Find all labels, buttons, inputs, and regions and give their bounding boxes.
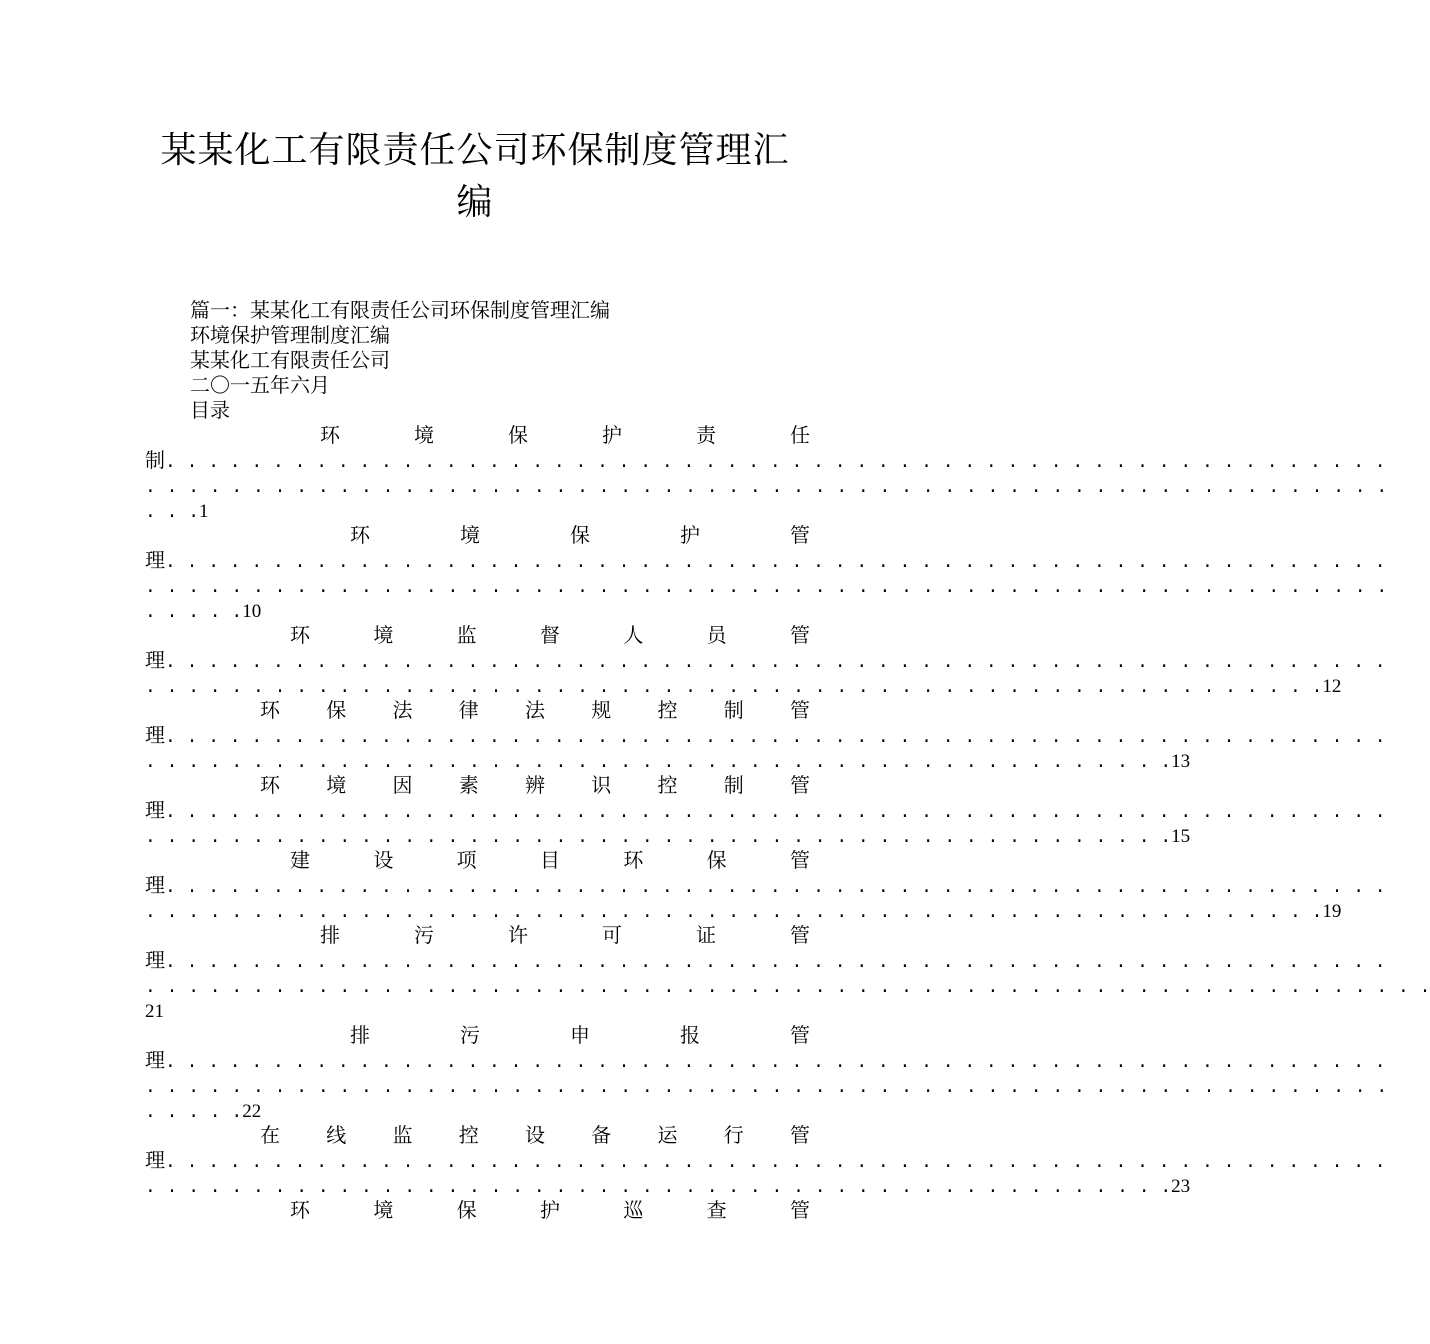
toc-leader-dots: . . . . . . . . . . . . . . . . . . . . . . . . . . . . . . . . . . . . . . . . . . . . . . . . [145, 1178, 1172, 1198]
toc-title-char: 环 [320, 423, 340, 447]
toc-leader-dots: . . . . . . . . . . . . . . . . . . . . . . . . . . . . . . . . . . . . . . . . . . . . . . . . . . . . . . . [145, 903, 1323, 923]
toc-title-char: 督 [539, 623, 560, 647]
toc-leader-dots: . . . . . . . . . . . . . . . . . . . . . . . . . . . . . . . . . . . . . . . . . . . . . . . . . . . . . . . . . . [145, 1078, 1388, 1098]
toc-title-char: 因 [392, 773, 413, 797]
toc-leader-line [145, 473, 1388, 498]
toc-title-char: 监 [456, 623, 477, 647]
toc-leader-dots: . . . . . . . . . . . . . . . . . . . . . . . . . . . . . . . . . . . . . . . . . . . . . . . . [145, 753, 1172, 773]
toc-title-char: 境 [326, 773, 347, 797]
toc-title-char: 境 [460, 523, 480, 547]
document-title [140, 125, 810, 229]
toc-leader-dots: . . . . . . . . . . . . . . . . . . . . . . . . . . . . . . . . . . . . . . . . . . . . . . . . . . . . . . . . . [165, 953, 1386, 973]
toc-title-char: 理 [145, 948, 165, 972]
toc-leader-dots: . . . . . [145, 1103, 243, 1123]
toc-page-number: 1 [199, 501, 209, 522]
toc-entry[interactable] [145, 923, 1430, 1023]
toc-title-char: 辨 [525, 773, 545, 797]
toc-title-char: 管 [790, 1023, 810, 1047]
date-text: 二〇一五年六月 [190, 373, 330, 397]
toc-title-char: 识 [591, 773, 612, 797]
toc-leader-dots: . . . . . . . . . . . . . . . . . . . . . . . . . . . . . . . . . . . . . . . . . . . . . . . . . . . . . . . . . [165, 1053, 1386, 1073]
company-name: 某某化工有限责任公司 [190, 348, 390, 372]
toc-title-char: 法 [525, 698, 545, 722]
toc-title-char: 在 [260, 1123, 280, 1147]
toc-leader-line [145, 1173, 1191, 1198]
toc-title-char: 规 [591, 698, 612, 722]
toc-leader-line [145, 673, 1342, 698]
toc-title-char: 理 [145, 1148, 165, 1172]
toc-leader-dots: . . . . . . . . . . . . . . . . . . . . . . . . . . . . . . . . . . . . . . . . . . . . . . . . . . . . . . . . . . [145, 478, 1388, 498]
toc-entry-title [145, 423, 810, 448]
toc-leader-dots: . . . . . . . . . . . . . . . . . . . . . . . . . . . . . . . . . . . . . . . . . . . . . . . . . . . . . . . . . [165, 803, 1386, 823]
title-line-2: 编 [456, 182, 494, 223]
toc-title-char: 证 [696, 923, 716, 947]
toc-leader-dots: . . . . . . . . . . . . . . . . . . . . . . . . . . . . . . . . . . . . . . . . . . . . . . . . [145, 828, 1172, 848]
toc-entry-title [145, 923, 810, 948]
toc-leader-dots: . . . . . . . . . . . . . . . . . . . . . . . . . . . . . . . . . . . . . . . . . . . . . . . . . . . . . . . . . [165, 453, 1386, 473]
toc-leader-dots: . . . . . [145, 603, 243, 623]
toc-title-char: 环 [260, 698, 280, 722]
toc-title-char: 责 [696, 423, 716, 447]
toc-title-char: 制 [723, 773, 744, 797]
toc-title-char: 管 [790, 923, 810, 947]
toc-title-char: 排 [320, 923, 340, 947]
toc-title-char: 理 [145, 873, 165, 897]
toc-leader-line [145, 1098, 810, 1123]
toc-page-number: 22 [242, 1101, 262, 1122]
toc-leader-line [145, 1048, 1386, 1073]
toc-leader-line [145, 823, 1191, 848]
toc-title-char: 管 [789, 1198, 810, 1222]
toc-title-char: 管 [789, 623, 810, 647]
toc-title-char: 控 [657, 698, 678, 722]
toc-title-char: 理 [145, 1048, 165, 1072]
toc-title-char: 设 [525, 1123, 545, 1147]
toc-leader-dots: . . . . . . . . . . . . . . . . . . . . . . . . . . . . . . . . . . . . . . . . . . . . . . . . . . . . . . . . . [165, 1153, 1386, 1173]
toc-leader-dots: . . . . . . . . . . . . . . . . . . . . . . . . . . . . . . . . . . . . . . . . . . . . . . . . . . . . . . . . . [165, 878, 1386, 898]
toc-leader-dots: . . . . . . . . . . . . . . . . . . . . . . . . . . . . . . . . . . . . . . . . . . . . . . . . . . . . . . . . . . [145, 578, 1388, 598]
toc-title-char: 排 [350, 1023, 370, 1047]
toc-title-char: 保 [508, 423, 528, 447]
toc-page-number: 13 [1171, 751, 1191, 772]
toc-title-char: 素 [458, 773, 479, 797]
toc-leader-line [145, 798, 1386, 823]
toc-title-char: 线 [326, 1123, 347, 1147]
toc-title-char: 巡 [623, 1198, 644, 1222]
toc-title-char: 护 [680, 523, 700, 547]
toc-title-char: 许 [508, 923, 528, 947]
toc-title-char: 项 [456, 848, 477, 872]
chapter-heading: 篇一：某某化工有限责任公司环保制度管理汇编 [190, 298, 610, 322]
toc-leader-line [145, 748, 1191, 773]
toc-title-char: 护 [602, 423, 622, 447]
toc-title-char: 境 [373, 1198, 394, 1222]
toc-leader-dots: . . . [145, 503, 200, 523]
toc-title-char: 保 [326, 698, 347, 722]
toc-entry[interactable] [145, 623, 1386, 698]
toc-title-char: 管 [790, 698, 810, 722]
toc-title-char: 目 [539, 848, 560, 872]
toc-entry[interactable] [145, 423, 1388, 523]
toc-title-char: 管 [789, 848, 810, 872]
toc-title-char: 环 [350, 523, 370, 547]
toc-title-char: 护 [539, 1198, 560, 1222]
toc-leader-line [145, 448, 1386, 473]
toc-leader-line [145, 973, 1430, 998]
toc-title-char: 环 [290, 1198, 310, 1222]
toc-title-char: 申 [570, 1023, 590, 1047]
toc-leader-dots: . . . . . . . . . . . . . . . . . . . . . . . . . . . . . . . . . . . . . . . . . . . . . . . . . . . . . . . . . [165, 653, 1386, 673]
toc-page-number: 21 [145, 1001, 164, 1022]
toc-entry[interactable] [145, 523, 1388, 623]
toc-title-char: 法 [392, 698, 413, 722]
toc-leader-line [145, 898, 1342, 923]
toc-title-char: 建 [290, 848, 310, 872]
toc-entry-title [145, 623, 810, 648]
toc-leader-line [145, 998, 810, 1023]
toc-leader-dots: . . . . . . . . . . . . . . . . . . . . . . . . . . . . . . . . . . . . . . . . . . . . . . . . . . . . . . . . . [165, 553, 1386, 573]
toc-page-number: 23 [1171, 1176, 1191, 1197]
toc-leader-line [145, 1148, 1386, 1173]
toc-title-char: 可 [602, 923, 622, 947]
toc-title-char: 环 [290, 623, 310, 647]
toc-title-char: 理 [145, 648, 165, 672]
toc-leader-line [145, 573, 1388, 598]
toc-heading: 目录 [190, 398, 230, 422]
toc-entry-title [145, 1123, 810, 1148]
toc-title-char: 报 [680, 1023, 700, 1047]
toc-title-char: 设 [373, 848, 394, 872]
toc-entry-title [145, 1023, 810, 1048]
toc-title-char: 任 [790, 423, 810, 447]
toc-entry-title [145, 773, 810, 798]
toc-entry-title [145, 848, 810, 873]
table-of-contents [145, 423, 1430, 1223]
toc-entry[interactable] [145, 773, 1386, 848]
toc-title-char: 理 [145, 723, 165, 747]
toc-page-number: 15 [1171, 826, 1191, 847]
toc-title-char: 管 [790, 523, 810, 547]
intro-block [190, 298, 610, 423]
toc-title-char: 行 [723, 1123, 744, 1147]
toc-page-number: 10 [242, 601, 262, 622]
toc-title-char: 人 [623, 623, 644, 647]
toc-entry-title [145, 523, 810, 548]
toc-title-char: 控 [657, 773, 678, 797]
toc-leader-dots: . . . . . . . . . . . . . . . . . . . . . . . . . . . . . . . . . . . . . . . . . . . . . . . . . . . . . . . . . [165, 728, 1386, 748]
toc-title-char: 理 [145, 548, 165, 572]
toc-title-char: 制 [145, 448, 165, 472]
toc-leader-line [145, 548, 1386, 573]
toc-title-char: 查 [706, 1198, 727, 1222]
toc-title-char: 环 [623, 848, 644, 872]
toc-entry-title [145, 698, 810, 723]
toc-title-char: 保 [570, 523, 590, 547]
toc-leader-line [145, 598, 810, 623]
toc-title-char: 境 [414, 423, 434, 447]
toc-entry[interactable] [145, 848, 1386, 923]
toc-title-char: 污 [460, 1023, 480, 1047]
toc-page-number: 12 [1322, 676, 1342, 697]
toc-title-char: 控 [458, 1123, 479, 1147]
toc-title-char: 备 [591, 1123, 612, 1147]
toc-leader-dots: . . . . . . . . . . . . . . . . . . . . . . . . . . . . . . . . . . . . . . . . . . . . . . . . . . . . . . . [145, 678, 1323, 698]
toc-title-char: 境 [373, 623, 394, 647]
toc-leader-dots: . . . . . . . . . . . . . . . . . . . . . . . . . . . . . . . . . . . . . . . . . . . . . . . . . . . . . . . . . . . . [145, 978, 1430, 998]
toc-leader-line [145, 723, 1386, 748]
toc-title-char: 管 [790, 773, 810, 797]
toc-leader-line [145, 648, 1386, 673]
toc-title-char: 员 [706, 623, 727, 647]
toc-title-char: 理 [145, 798, 165, 822]
subtitle: 环境保护管理制度汇编 [190, 323, 390, 347]
toc-entry-title [145, 1198, 810, 1223]
toc-entry[interactable] [145, 1198, 810, 1223]
toc-title-char: 律 [458, 698, 479, 722]
toc-title-char: 环 [260, 773, 280, 797]
toc-leader-line [145, 873, 1386, 898]
toc-page-number: 19 [1322, 901, 1342, 922]
toc-leader-line [145, 498, 810, 523]
toc-entry[interactable] [145, 1023, 1388, 1123]
toc-title-char: 管 [790, 1123, 810, 1147]
toc-title-char: 制 [723, 698, 744, 722]
toc-title-char: 监 [392, 1123, 413, 1147]
toc-title-char: 保 [706, 848, 727, 872]
toc-entry[interactable] [145, 698, 1386, 773]
toc-entry[interactable] [145, 1123, 1386, 1198]
title-line-1: 某某化工有限责任公司环保制度管理汇 [160, 130, 790, 171]
toc-title-char: 运 [657, 1123, 678, 1147]
toc-title-char: 保 [456, 1198, 477, 1222]
toc-leader-line [145, 1073, 1388, 1098]
toc-leader-line [145, 948, 1386, 973]
toc-title-char: 污 [414, 923, 434, 947]
